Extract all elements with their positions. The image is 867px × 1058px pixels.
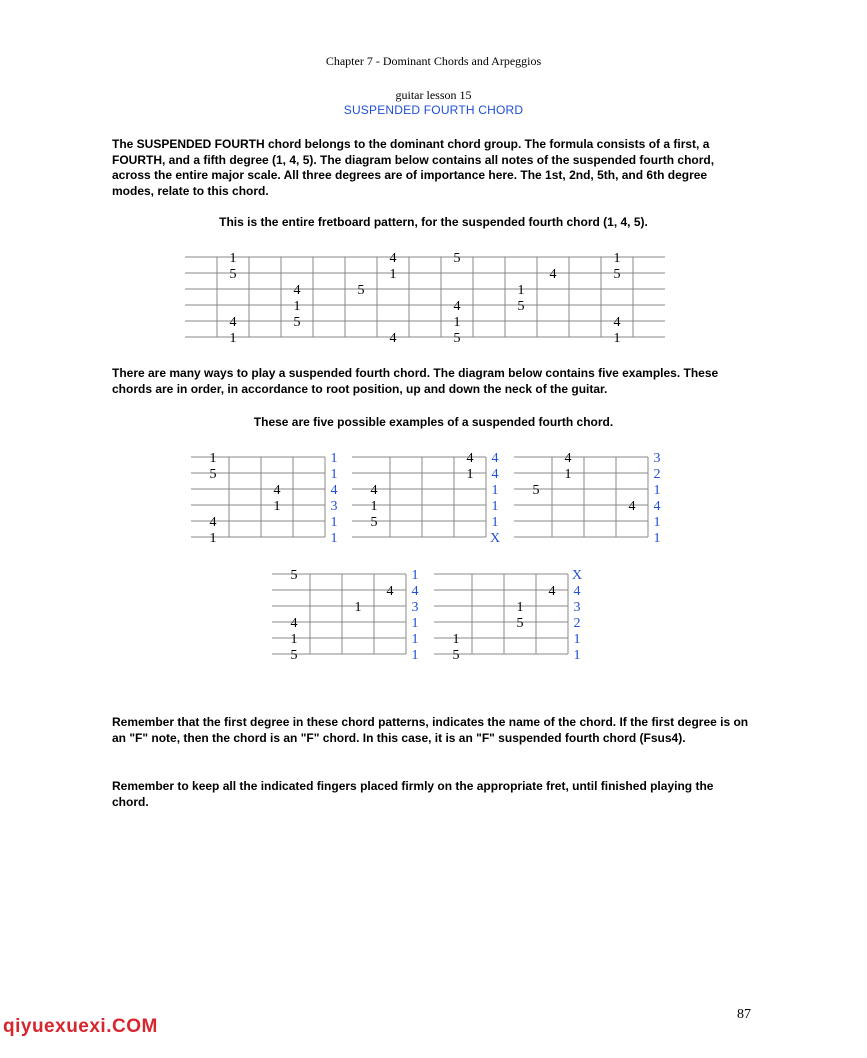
finger-number: 1 [573,632,581,647]
finger-number: 1 [411,568,419,583]
degree-label: 1 [613,251,621,266]
degree-label: 1 [389,267,397,282]
finger-number: 4 [330,483,338,498]
finger-number: 1 [491,483,499,498]
degree-label: 5 [453,251,461,266]
degree-label: 1 [516,600,524,615]
finger-number: 2 [573,616,581,631]
degree-label: 1 [209,531,217,546]
degree-label: 5 [357,283,365,298]
degree-label: 4 [389,331,397,346]
degree-label: 4 [453,299,461,314]
finger-number: 1 [411,632,419,647]
degree-label: 4 [389,251,397,266]
finger-number: 4 [411,584,419,599]
finger-number: 4 [491,451,499,466]
page-number: 87 [737,1007,751,1022]
degree-label: 4 [548,584,556,599]
degree-label: 1 [466,467,474,482]
chord-name-paragraph: Remember that the first degree in these chord patterns, indicates the name of the chord. If the first degree is on an "F" note, then the chord is an "F" chord. In this case, it is an "F" suspended fourth chord (Fsus4). [112,715,749,745]
finger-number: 3 [653,451,661,466]
finger-number: 1 [411,616,419,631]
degree-label: 5 [229,267,237,282]
finger-number: 1 [330,451,338,466]
degree-label: 5 [516,616,524,631]
chord-diagram-3 [514,451,661,546]
finger-number: 1 [491,515,499,530]
degree-label: 4 [466,451,474,466]
degree-label: 4 [613,315,621,330]
degree-label: 4 [209,515,217,530]
degree-label: 1 [290,632,298,647]
degree-label: 5 [290,568,298,583]
degree-label: 4 [370,483,378,498]
degree-label: 4 [293,283,301,298]
fretboard-grid [185,257,665,337]
chord-diagram-4 [272,568,419,663]
degree-label: 1 [229,331,237,346]
degree-label: 1 [293,299,301,314]
degree-label: 1 [452,632,460,647]
finger-number: 1 [653,515,661,530]
finger-number: 4 [573,584,581,599]
finger-number: X [489,531,501,546]
finger-number: 1 [653,531,661,546]
degree-label: 5 [293,315,301,330]
finger-number: 2 [653,467,661,482]
degree-label: 4 [564,451,572,466]
fingers-paragraph: Remember to keep all the indicated fingers placed firmly on the appropriate fret, until finished playing the chord. [112,779,714,809]
degree-label: 5 [452,648,460,663]
degree-label: 4 [273,483,281,498]
finger-number: 1 [330,467,338,482]
finger-number: 3 [411,600,419,615]
degree-label: 1 [564,467,572,482]
lesson-number: guitar lesson 15 [395,88,472,102]
finger-number: 1 [411,648,419,663]
finger-number: 1 [330,531,338,546]
chapter-header: Chapter 7 - Dominant Chords and Arpeggios [325,54,542,68]
lesson-title: SUSPENDED FOURTH CHORD [343,103,524,117]
degree-label: 5 [209,467,217,482]
finger-number: 4 [491,467,499,482]
degree-label: 5 [517,299,525,314]
fretboard-caption: This is the entire fretboard pattern, for the suspended fourth chord (1, 4, 5). [219,215,648,229]
degree-label: 5 [613,267,621,282]
degree-label: 4 [549,267,557,282]
degree-label: 5 [290,648,298,663]
examples-caption: These are five possible examples of a suspended fourth chord. [253,415,614,429]
degree-label: 5 [370,515,378,530]
degree-label: 1 [613,331,621,346]
finger-number: 1 [573,648,581,663]
finger-number: 1 [491,499,499,514]
degree-label: 4 [628,499,636,514]
degree-label: 1 [453,315,461,330]
finger-number: 1 [653,483,661,498]
finger-number: 3 [573,600,581,615]
degree-label: 5 [453,331,461,346]
degree-label: 1 [370,499,378,514]
chord-diagram-1 [191,451,338,546]
finger-number: 1 [330,515,338,530]
chord-diagram-2 [352,451,500,546]
finger-number: 3 [330,499,338,514]
watermark-logo: qiyuexuexi.COM [3,1016,158,1037]
chord-diagram-5 [434,568,582,663]
degree-label: 1 [517,283,525,298]
intro-paragraph: The SUSPENDED FOURTH chord belongs to the dominant chord group. The formula consists of a first, a FOURTH, and a fifth degree (1, 4, 5). The diagram below contains all notes of the suspended fourth chord, across the entire major scale. All three degrees are of importance here. The 1st, 2nd, 5th, and 6th degree modes, relate to this chord. [112,137,715,198]
finger-number: 4 [653,499,661,514]
degree-label: 4 [229,315,237,330]
degree-label: 5 [532,483,540,498]
degree-label: 4 [386,584,394,599]
examples-intro-paragraph: There are many ways to play a suspended fourth chord. The diagram below contains five examples. These chords are in order, in accordance to root position, up and down the neck of the guitar. [112,366,719,396]
degree-label: 1 [354,600,362,615]
degree-label: 1 [273,499,281,514]
degree-label: 4 [290,616,298,631]
finger-number: X [571,568,583,583]
degree-label: 1 [209,451,217,466]
degree-label: 1 [229,251,237,266]
